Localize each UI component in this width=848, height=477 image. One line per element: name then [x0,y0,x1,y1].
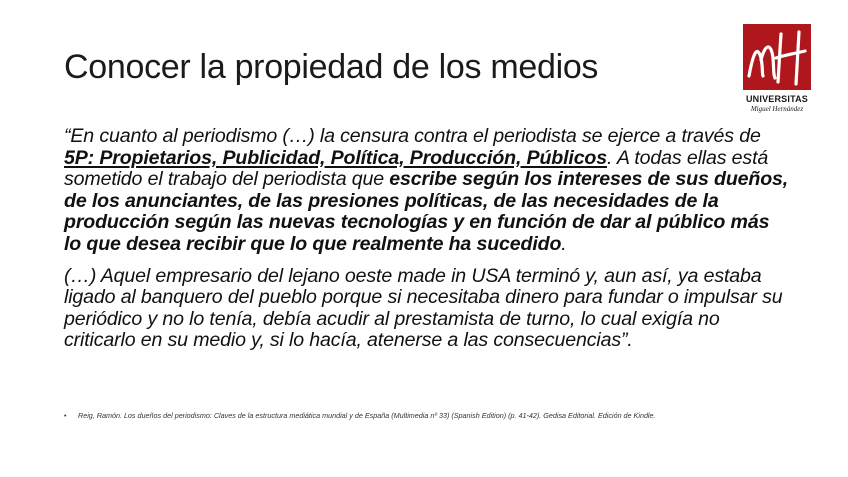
footnote-bullet: • [64,411,67,420]
university-logo-label: UNIVERSITAS [745,94,809,104]
quote-text: . [561,232,567,255]
quote-paragraph-2: (…) Aquel empresario del lejano oeste made in USA terminó y, aun así, ya estaba ligado al banquero del pueblo porque si necesitaba dinero para fundar o impulsar su periódico y no lo tenía, debía acudir al prestamista de turno, lo cual exigía no criticarlo en su medio y, si lo hacía, atenerse a las consecuencias”. [64,264,783,352]
university-logo-icon [743,24,811,90]
university-logo-sublabel: Miguel Hernández [750,105,804,113]
footnote [64,411,794,420]
slide-title: Conocer la propiedad de los medios [64,48,599,86]
university-logo [736,24,818,116]
quote-body [64,126,790,352]
footnote-text: Reig, Ramón. Los dueños del periodismo: Claves de la estructura mediática mundial y de España (Multimedia nº 33) (Spanish Edition) (p. 41-42). Gedisa Editorial. Edición de Kindle. [78,411,656,420]
five-p-emphasis: 5P: Propietarios, Publicidad, Política, Producción, Públicos [64,146,608,169]
quote-text: “En cuanto al periodismo (…) la censura contra el periodista se ejerce a través de [64,125,761,147]
quote-bold-text: escribe según los intereses de sus dueños, de los anunciantes, de las presiones políticas, de las necesidades de la producción según las nuevas tecnologías y en función de dar al público más lo que desea recibir que lo que realmente ha sucedido [64,168,789,255]
quote-text: . A todas ellas está sometido el trabajo del periodista que [64,146,769,191]
quote-paragraph-1 [64,126,790,256]
